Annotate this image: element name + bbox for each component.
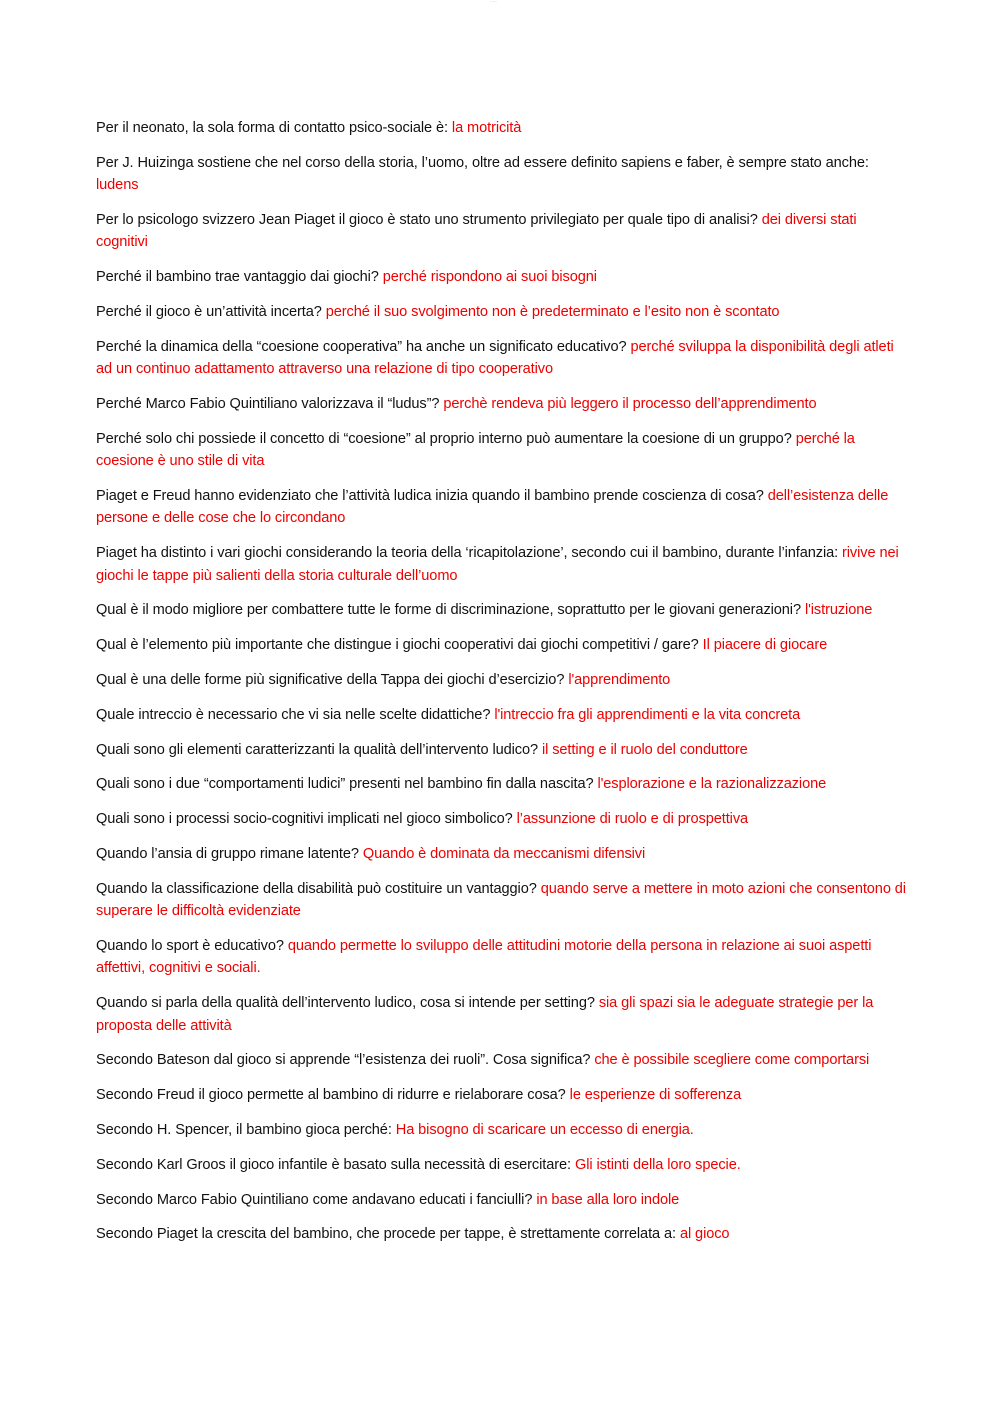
answer-text: l'istruzione [804, 602, 873, 619]
qa-item [96, 266, 906, 288]
question-text: Qual è il modo migliore per combattere tutte le forme di discriminazione, soprattutto per le giovani generazioni? [96, 602, 801, 619]
question-text: Perché la dinamica della “coesione cooperativa” ha anche un significato educativo? [96, 338, 627, 355]
qa-item [96, 599, 906, 621]
answer-text: dei diversi stati cognitivi [96, 212, 857, 251]
question-text: Quando la classificazione della disabilità può costituire un vantaggio? [96, 880, 537, 897]
answer-text: dell’esistenza delle persone e delle cose che lo circondano [96, 488, 889, 527]
answer-text: Il piacere di giocare [702, 637, 828, 654]
answer-text: Ha bisogno di scaricare un eccesso di energia. [395, 1121, 694, 1138]
qa-item [96, 773, 906, 795]
question-text: Quando l’ansia di gruppo rimane latente? [96, 845, 359, 862]
question-text: Quali sono gli elementi caratterizzanti la qualità dell’intervento ludico? [96, 741, 539, 758]
answer-text: che è possibile scegliere come comportarsi [594, 1052, 870, 1069]
qa-item [96, 336, 906, 381]
qa-item [96, 485, 906, 530]
question-text: Per J. Huizinga sostiene che nel corso della storia, l’uomo, oltre ad essere definito sapiens e faber, è sempre stato anche: [96, 154, 869, 171]
qa-item [96, 669, 906, 691]
qa-item [96, 808, 906, 830]
answer-text: quando permette lo sviluppo delle attitudini motorie della persona in relazione ai suoi aspetti affettivi, cognitivi e sociali. [96, 937, 872, 977]
question-text: Quale intreccio è necessario che vi sia nelle scelte didattiche? [96, 706, 491, 723]
question-text: Secondo Freud il gioco permette al bambino di ridurre e rielaborare cosa? [96, 1087, 566, 1104]
answer-text: al gioco [679, 1226, 730, 1243]
question-text: Quali sono i due “comportamenti ludici” presenti nel bambino fin dalla nascita? [96, 776, 594, 793]
question-text: Quando lo sport è educativo? [96, 937, 284, 954]
question-text: Secondo Marco Fabio Quintiliano come andavano educati i fanciulli? [96, 1191, 533, 1208]
answer-text: le esperienze di sofferenza [569, 1087, 742, 1104]
question-text: Per lo psicologo svizzero Jean Piaget il gioco è stato uno strumento privilegiato per quale tipo di analisi? [96, 212, 758, 228]
question-text: Perché Marco Fabio Quintiliano valorizzava il “ludus”? [96, 396, 440, 412]
qa-item [96, 992, 906, 1037]
qa-item [96, 843, 906, 865]
question-text: Perché il bambino trae vantaggio dai giochi? [96, 269, 379, 286]
qa-item [96, 1119, 906, 1141]
answer-text: l’assunzione di ruolo e di prospettiva [516, 811, 749, 828]
answer-text: perchè rendeva più leggero il processo dell’apprendimento [443, 396, 817, 412]
qa-item [96, 428, 906, 473]
qa-item [96, 935, 906, 980]
answer-text: perché rispondono ai suoi bisogni [382, 269, 597, 286]
question-text: Secondo H. Spencer, il bambino gioca perché: [96, 1121, 392, 1138]
answer-text: perché sviluppa la disponibilità degli atleti ad un continuo adattamento attraverso una relazione di tipo cooperativo [96, 338, 894, 378]
qa-item [96, 152, 906, 197]
qa-item [96, 739, 906, 761]
answer-text: l'apprendimento [568, 672, 671, 688]
question-text: Secondo Bateson dal gioco si apprende “l’esistenza dei ruoli”. Cosa significa? [96, 1052, 591, 1069]
qa-document [96, 117, 906, 1258]
qa-item [96, 634, 906, 656]
answer-text: in base alla loro indole [536, 1191, 680, 1208]
qa-item [96, 117, 906, 139]
question-text: Per il neonato, la sola forma di contatto psico-sociale è: [96, 120, 448, 136]
qa-item [96, 878, 906, 923]
answer-text: l'esplorazione e la razionalizzazione [597, 776, 827, 793]
qa-item [96, 209, 906, 254]
question-text: Qual è l’elemento più importante che distingue i giochi cooperativi dai giochi competitivi / gare? [96, 637, 699, 654]
question-text: Secondo Piaget la crescita del bambino, che procede per tappe, è strettamente correlata a: [96, 1226, 676, 1243]
qa-item [96, 301, 906, 323]
header-mark: ····· [490, 0, 497, 4]
answer-text: sia gli spazi sia le adeguate strategie per la proposta delle attività [96, 995, 874, 1034]
answer-text: l'intreccio fra gli apprendimenti e la vita concreta [494, 706, 801, 723]
question-text: Secondo Karl Groos il gioco infantile è basato sulla necessità di esercitare: [96, 1156, 571, 1173]
qa-item [96, 1189, 906, 1211]
qa-item [96, 704, 906, 726]
answer-text: Gli istinti della loro specie. [574, 1156, 741, 1173]
answer-text: il setting e il ruolo del conduttore [541, 741, 748, 758]
question-text: Quando si parla della qualità dell’intervento ludico, cosa si intende per setting? [96, 995, 595, 1012]
qa-item [96, 1049, 906, 1071]
answer-text: perché il suo svolgimento non è predeterminato e l’esito non è scontato [325, 304, 780, 320]
answer-text: perché la coesione è uno stile di vita [96, 430, 855, 470]
question-text: Perché solo chi possiede il concetto di “coesione” al proprio interno può aumentare la coesione di un gruppo? [96, 430, 792, 447]
question-text: Piaget ha distinto i vari giochi considerando la teoria della ‘ricapitolazione’, secondo cui il bambino, durante l’infanzia: [96, 545, 839, 562]
question-text: Piaget e Freud hanno evidenziato che l’attività ludica inizia quando il bambino prende coscienza di cosa? [96, 488, 764, 504]
question-text: Perché il gioco è un’attività incerta? [96, 304, 322, 320]
answer-text: ludens [96, 177, 139, 194]
question-text: Qual è una delle forme più significative della Tappa dei giochi d’esercizio? [96, 672, 565, 688]
answer-text: rivive nei giochi le tappe più salienti della storia culturale dell’uomo [96, 545, 899, 584]
qa-item [96, 393, 906, 415]
answer-text: la motricità [451, 120, 522, 136]
qa-item [96, 542, 906, 587]
answer-text: quando serve a mettere in moto azioni che consentono di superare le difficoltà evidenziate [96, 880, 906, 920]
qa-item [96, 1154, 906, 1176]
qa-item [96, 1223, 906, 1245]
answer-text: Quando è dominata da meccanismi difensivi [362, 845, 646, 862]
qa-item [96, 1084, 906, 1106]
question-text: Quali sono i processi socio-cognitivi implicati nel gioco simbolico? [96, 811, 513, 828]
